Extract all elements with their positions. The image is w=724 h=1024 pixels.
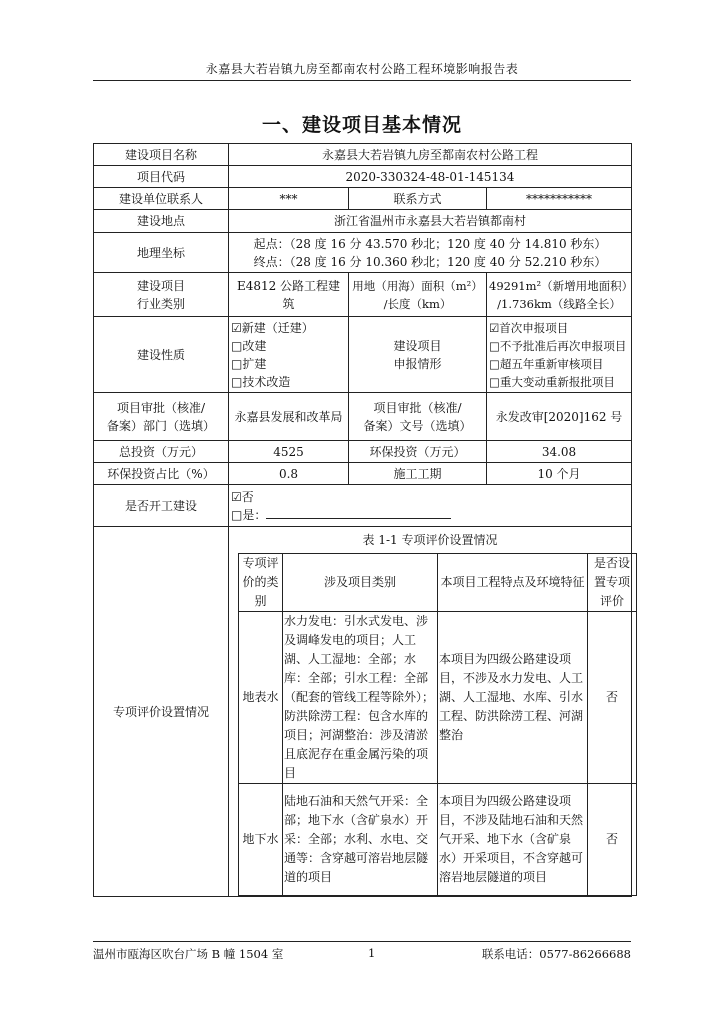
table-row (94, 273, 632, 317)
nature-option-tech: □技术改造 (231, 374, 291, 389)
declare-option-major-change: □重大变动重新报批项目 (489, 374, 615, 389)
cell-category: 水力发电：引水式发电、涉及调峰发电的项目；人工湖、人工湿地：全部；水库：全部；引水工程：全部（配套的管线工程等除外）；防洪除涝工程：包含水库的项目；河湖整治：涉及清淤且底泥存在重金属污染的项目 (283, 612, 438, 784)
cell-type: 地下水 (239, 784, 283, 896)
page-number: 1 (368, 946, 376, 960)
table-row (239, 612, 637, 784)
table-row (94, 527, 632, 897)
table-row (94, 485, 632, 527)
declare-option-review: □超五年重新审核项目 (489, 356, 604, 371)
period-value: 10 个月 (487, 463, 632, 485)
contact-method-value: *********** (487, 188, 632, 210)
invest-value: 4525 (229, 441, 349, 463)
cell-set: 否 (588, 612, 637, 784)
approval-doc-label: 项目审批（核准/ 备案）文号（选填） (349, 393, 487, 441)
table-row (94, 393, 632, 441)
project-info-table (93, 143, 632, 897)
coord-value (229, 233, 632, 273)
project-name-value: 永嘉县大若岩镇九房至都南农村公路工程 (229, 144, 632, 166)
nature-label: 建设性质 (94, 317, 229, 393)
contact-method-label: 联系方式 (349, 188, 487, 210)
project-code-label: 项目代码 (94, 166, 229, 188)
started-option-no: ☑否 (231, 489, 254, 504)
table-row (94, 233, 632, 273)
special-label: 专项评价设置情况 (94, 527, 229, 897)
ratio-label: 环保投资占比（%） (94, 463, 229, 485)
contact-label: 建设单位联系人 (94, 188, 229, 210)
table-row (94, 166, 632, 188)
ratio-value: 0.8 (229, 463, 349, 485)
cell-set: 否 (588, 784, 637, 896)
declare-options (487, 317, 632, 393)
project-name-label: 建设项目名称 (94, 144, 229, 166)
approval-dept-label: 项目审批（核准/ 备案）部门（选填） (94, 393, 229, 441)
col-header-feature: 本项目工程特点及环境特征 (438, 554, 588, 612)
running-header: 永嘉县大若岩镇九房至都南农村公路工程环境影响报告表 (205, 62, 519, 76)
sub-table-caption: 表 1-1 专项评价设置情况 (362, 533, 498, 547)
nature-option-rebuild: □改建 (231, 338, 267, 353)
cell-feature: 本项目为四级公路建设项目，不涉及水力发电、人工湖、人工湿地、水库、引水工程、防洪除涝工程、河湖整治 (438, 612, 588, 784)
footer-address: 温州市瓯海区吹台广场 B 幢 1504 室 (93, 947, 284, 961)
land-area-label: 用地（用海）面积（m²） /长度（km） (349, 273, 487, 317)
header-divider (93, 80, 631, 81)
nature-option-new: ☑新建（迁建） (231, 320, 314, 335)
location-label: 建设地点 (94, 210, 229, 233)
env-invest-label: 环保投资（万元） (349, 441, 487, 463)
nature-options (229, 317, 349, 393)
special-content (229, 527, 632, 897)
project-code-value: 2020-330324-48-01-145134 (229, 166, 632, 188)
industry-label: 建设项目 行业类别 (94, 273, 229, 317)
declare-label: 建设项目 申报情形 (349, 317, 487, 393)
location-value: 浙江省温州市永嘉县大若岩镇都南村 (229, 210, 632, 233)
invest-label: 总投资（万元） (94, 441, 229, 463)
footer-phone: 联系电话：0577-86266688 (481, 947, 631, 961)
started-options (229, 485, 632, 527)
cell-category: 陆地石油和天然气开采：全部；地下水（含矿泉水）开采：全部；水利、水电、交通等：含穿越可溶岩地层隧道的项目 (283, 784, 438, 896)
period-label: 施工工期 (349, 463, 487, 485)
col-header-type: 专项评价的类别 (239, 554, 283, 612)
industry-value: E4812 公路工程建筑 (229, 273, 349, 317)
approval-dept-value: 永嘉县发展和改革局 (229, 393, 349, 441)
table-row (94, 317, 632, 393)
col-header-set: 是否设置专项评价 (588, 554, 637, 612)
footer-divider (93, 941, 631, 942)
table-row (94, 463, 632, 485)
table-row (239, 784, 637, 896)
started-label: 是否开工建设 (94, 485, 229, 527)
table-row (94, 210, 632, 233)
declare-option-resubmit: □不予批准后再次申报项目 (489, 338, 627, 353)
table-row (239, 554, 637, 612)
approval-doc-value: 永发改审[2020]162 号 (487, 393, 632, 441)
page-title: 一、建设项目基本情况 (261, 114, 462, 136)
table-row (94, 144, 632, 166)
cell-feature: 本项目为四级公路建设项目，不涉及陆地石油和天然气开采、地下水（含矿泉水）开采项目，不含穿越可溶岩地层隧道的项目 (438, 784, 588, 896)
contact-value: *** (229, 188, 349, 210)
cell-type: 地表水 (239, 612, 283, 784)
started-option-yes: □是： (231, 506, 629, 524)
special-eval-table (238, 553, 637, 896)
env-invest-value: 34.08 (487, 441, 632, 463)
nature-option-expand: □扩建 (231, 356, 267, 371)
col-header-category: 涉及项目类别 (283, 554, 438, 612)
coord-start: 起点：（28 度 16 分 43.570 秒北；120 度 40 分 14.810 秒东） (253, 236, 607, 251)
declare-option-first: ☑首次申报项目 (489, 320, 569, 335)
coord-label: 地理坐标 (94, 233, 229, 273)
coord-end: 终点：（28 度 16 分 10.360 秒北；120 度 40 分 52.210 秒东） (253, 254, 607, 269)
land-area-value: 49291m²（新增用地面积） /1.736km（线路全长） (487, 273, 632, 317)
table-row (94, 188, 632, 210)
table-row (94, 441, 632, 463)
started-yes-blank (266, 506, 451, 519)
